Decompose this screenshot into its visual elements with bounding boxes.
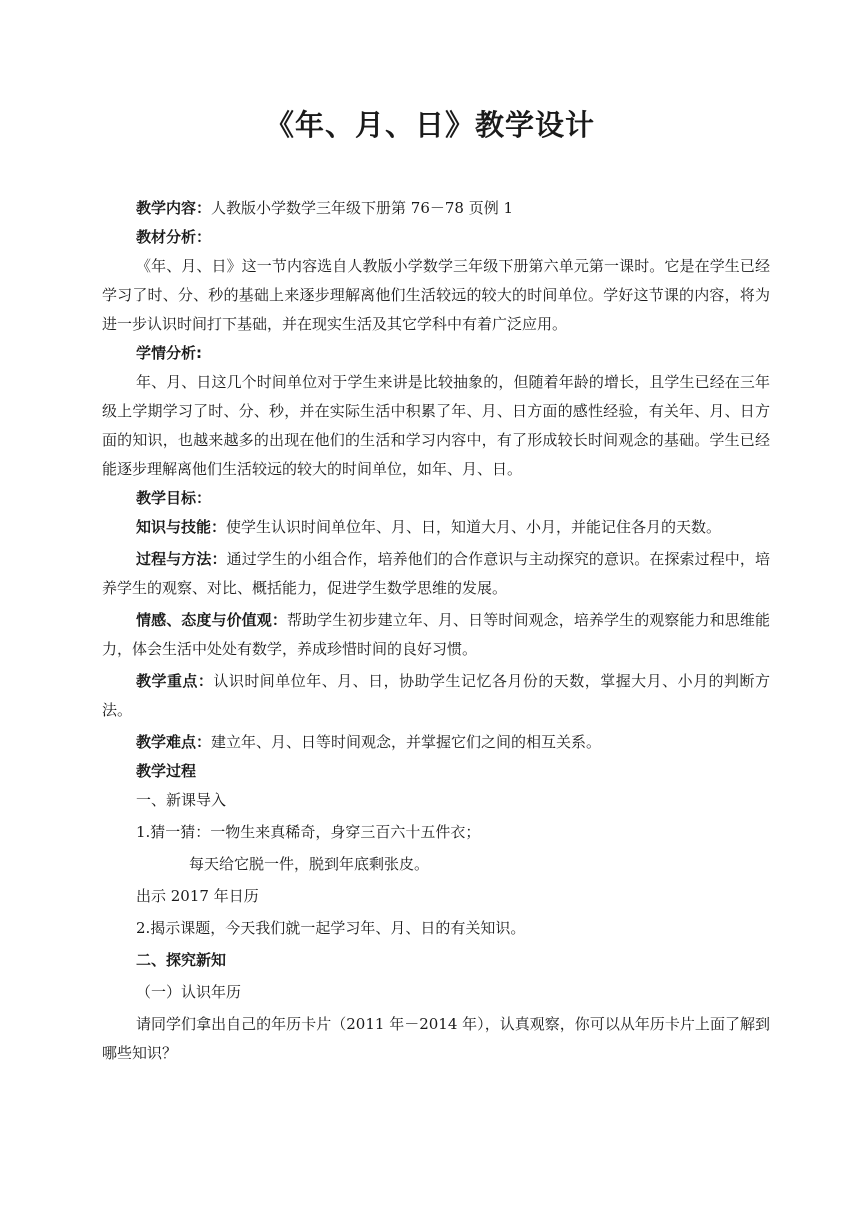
subsection-calendar-heading: （一）认识年历 (136, 983, 242, 1001)
section-intro-heading: 一、新课导入 (136, 791, 227, 809)
emotion-goal-text: 帮助学生初步建立年、月、日等时间观念，培养学生的观察能力和思维能力，体会生活中处处有数学，养成珍惜时间的良好习惯。 (102, 611, 770, 658)
goals-heading: 教学目标： (136, 489, 212, 507)
key-points-paragraph (102, 667, 770, 725)
page-title: 《年、月、日》教学设计 (264, 108, 595, 142)
instruction-paragraph: 请同学们拿出自己的年历卡片（2011 年－2014 年），认真观察，你可以从年历卡片上面了解到哪些知识？ (102, 1015, 770, 1062)
process-goal-paragraph (102, 545, 770, 603)
document-body (102, 194, 770, 1068)
riddle-line-2: 每天给它脱一件，脱到年底剩张皮。 (189, 855, 430, 873)
difficulties-paragraph (102, 728, 770, 757)
emotion-goal-label: 情感、态度与价值观： (136, 611, 287, 629)
content-label: 教学内容： (136, 199, 212, 217)
difficulties-text: 建立年、月、日等时间观念，并掌握它们之间的相互关系。 (211, 733, 602, 751)
content-text: 人教版小学数学三年级下册第 76－78 页例 1 (211, 199, 514, 217)
key-points-text: 认识时间单位年、月、日，协助学生记忆各月份的天数，掌握大月、小月的判断方法。 (102, 672, 770, 719)
difficulties-label: 教学难点： (136, 733, 212, 751)
emotion-goal-paragraph (102, 606, 770, 664)
teaching-process-heading: 教学过程 (136, 762, 197, 780)
process-goal-label: 过程与方法： (136, 550, 227, 568)
material-analysis-text: 《年、月、日》这一节内容选自人教版小学数学三年级下册第六单元第一课时。它是在学生已经学习了时、分、秒的基础上来逐步理解离他们生活较远的较大的时间单位。学好这节课的内容，将为进一步认识时间打下基础，并在现实生活及其它学科中有着广泛应用。 (102, 257, 770, 333)
knowledge-goal-paragraph (102, 513, 770, 542)
process-goal-text: 通过学生的小组合作，培养他们的合作意识与主动探究的意识。在探索过程中，培养学生的观察、对比、概括能力，促进学生数学思维的发展。 (102, 550, 770, 597)
student-analysis-heading: 学情分析: (136, 344, 202, 362)
material-analysis-heading: 教材分析： (136, 228, 212, 246)
section-explore-heading: 二、探究新知 (136, 951, 227, 969)
riddle-line-1: 1.猜一猜：一物生来真稀奇，身穿三百六十五件衣； (136, 823, 481, 841)
student-analysis-text: 年、月、日这几个时间单位对于学生来讲是比较抽象的，但随着年龄的增长，且学生已经在三年级上学期学习了时、分、秒，并在实际生活中积累了年、月、日方面的感性经验，有关年、月、日方面的知识，也越来越多的出现在他们的生活和学习内容中，有了形成较长时间观念的基础。学生已经能逐步理解离他们生活较远的较大的时间单位，如年、月、日。 (102, 373, 770, 478)
knowledge-goal-label: 知识与技能： (136, 518, 227, 536)
reveal-topic-line: 2.揭示课题，今天我们就一起学习年、月、日的有关知识。 (136, 919, 526, 937)
show-calendar-line: 出示 2017 年日历 (136, 887, 259, 905)
content-paragraph (102, 194, 770, 223)
key-points-label: 教学重点： (136, 672, 214, 690)
knowledge-goal-text: 使学生认识时间单位年、月、日，知道大月、小月，并能记住各月的天数。 (226, 518, 722, 536)
